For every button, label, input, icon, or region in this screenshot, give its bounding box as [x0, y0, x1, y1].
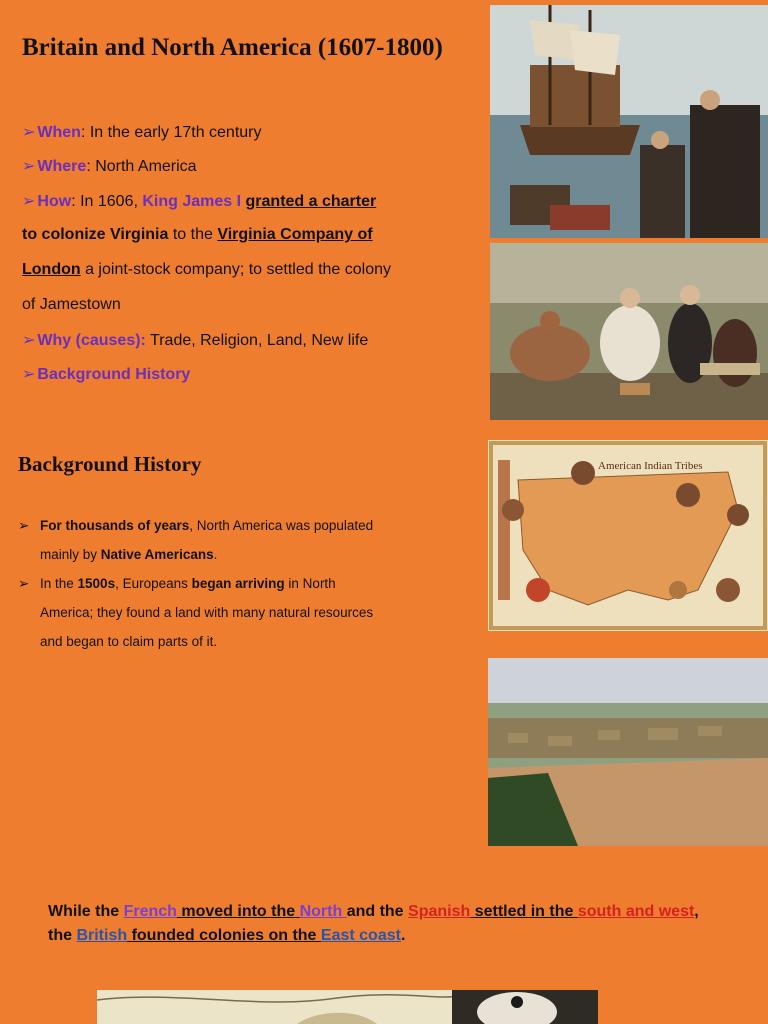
bold-text: Native Americans [100, 547, 214, 562]
why-line [22, 330, 368, 350]
plain-text: . [213, 547, 218, 562]
background-link-line[interactable] [22, 364, 190, 384]
south-west-text: south and west [577, 903, 695, 920]
why-label: Why (causes): [37, 332, 146, 349]
plain-text: in North [284, 576, 336, 591]
bullet-1-text [40, 511, 438, 569]
british-text: British [76, 927, 128, 944]
plain-text: , [694, 903, 699, 920]
arrow-bullet-icon: ➢ [22, 332, 36, 349]
spanish-text: Spanish [408, 903, 471, 920]
arrow-bullet-icon: ➢ [22, 193, 36, 210]
north-text: North [299, 903, 347, 920]
how-text: : In 1606, [71, 193, 143, 210]
colonize-virginia-text: to colonize Virginia [22, 226, 169, 243]
plain-text: the [48, 927, 77, 944]
background-bullet-2 [18, 569, 438, 656]
granted-charter-text: granted a charter [245, 193, 377, 210]
plain-text: moved into the [176, 903, 300, 920]
plain-text: and began to claim parts of it. [40, 634, 218, 649]
arrow-bullet-icon: ➢ [22, 158, 36, 175]
bold-text: For thousands of years [40, 518, 190, 533]
where-label: Where [37, 158, 87, 175]
when-label: When [37, 124, 81, 141]
bullet-2-text [40, 569, 438, 656]
when-text: : In the early 17th century [80, 124, 262, 141]
native-village-image [488, 658, 768, 846]
arrow-bullet-icon: ➢ [22, 366, 36, 383]
bold-text: began arriving [191, 576, 285, 591]
page-title: Britain and North America (1607-1800) [22, 34, 443, 61]
plain-text: mainly by [40, 547, 101, 562]
arrow-bullet-icon: ➢ [18, 576, 30, 591]
where-line [22, 156, 197, 176]
plain-text: and the [346, 903, 409, 920]
american-indian-tribes-map [488, 440, 768, 631]
how-label: How [37, 193, 72, 210]
background-heading: Background History [18, 452, 202, 476]
plain-text: America; they found a land with many natural resources [40, 605, 374, 620]
plain-text: . [400, 927, 406, 944]
how-line-3 [22, 261, 391, 279]
background-history-link[interactable]: Background History [37, 366, 191, 383]
joint-stock-text: a joint-stock company; to settled the colony [80, 261, 392, 278]
background-bullet-1 [18, 511, 438, 569]
king-james-text: King James I [142, 193, 242, 210]
plain-text: , North America was populated [189, 518, 374, 533]
plain-text: While the [48, 903, 124, 920]
plain-text: founded colonies on the [127, 927, 321, 944]
arrow-bullet-icon: ➢ [18, 518, 30, 533]
how-line-4: of Jamestown [22, 296, 121, 313]
plain-text: , Europeans [115, 576, 192, 591]
ship-harbor-image [490, 5, 768, 238]
east-coast-text: East coast [320, 927, 401, 944]
when-line [22, 122, 262, 142]
arrow-bullet-icon: ➢ [22, 124, 36, 141]
how-line-2 [22, 226, 373, 244]
to-the-text: to the [168, 226, 218, 243]
first-thanksgiving-image [490, 243, 768, 420]
virginia-company-text: Virginia Company of [217, 226, 373, 243]
why-text: Trade, Religion, Land, New life [145, 332, 369, 349]
london-text: London [22, 261, 81, 278]
plain-text: settled in the [470, 903, 578, 920]
french-text: French [123, 903, 177, 920]
tribes-map-title: American Indian Tribes [598, 460, 703, 472]
plain-text: In the [40, 576, 78, 591]
how-line [22, 191, 376, 211]
summary-sentence [48, 900, 748, 948]
colonial-map-image [97, 990, 598, 1024]
bold-text: 1500s [77, 576, 116, 591]
where-text: : North America [86, 158, 197, 175]
